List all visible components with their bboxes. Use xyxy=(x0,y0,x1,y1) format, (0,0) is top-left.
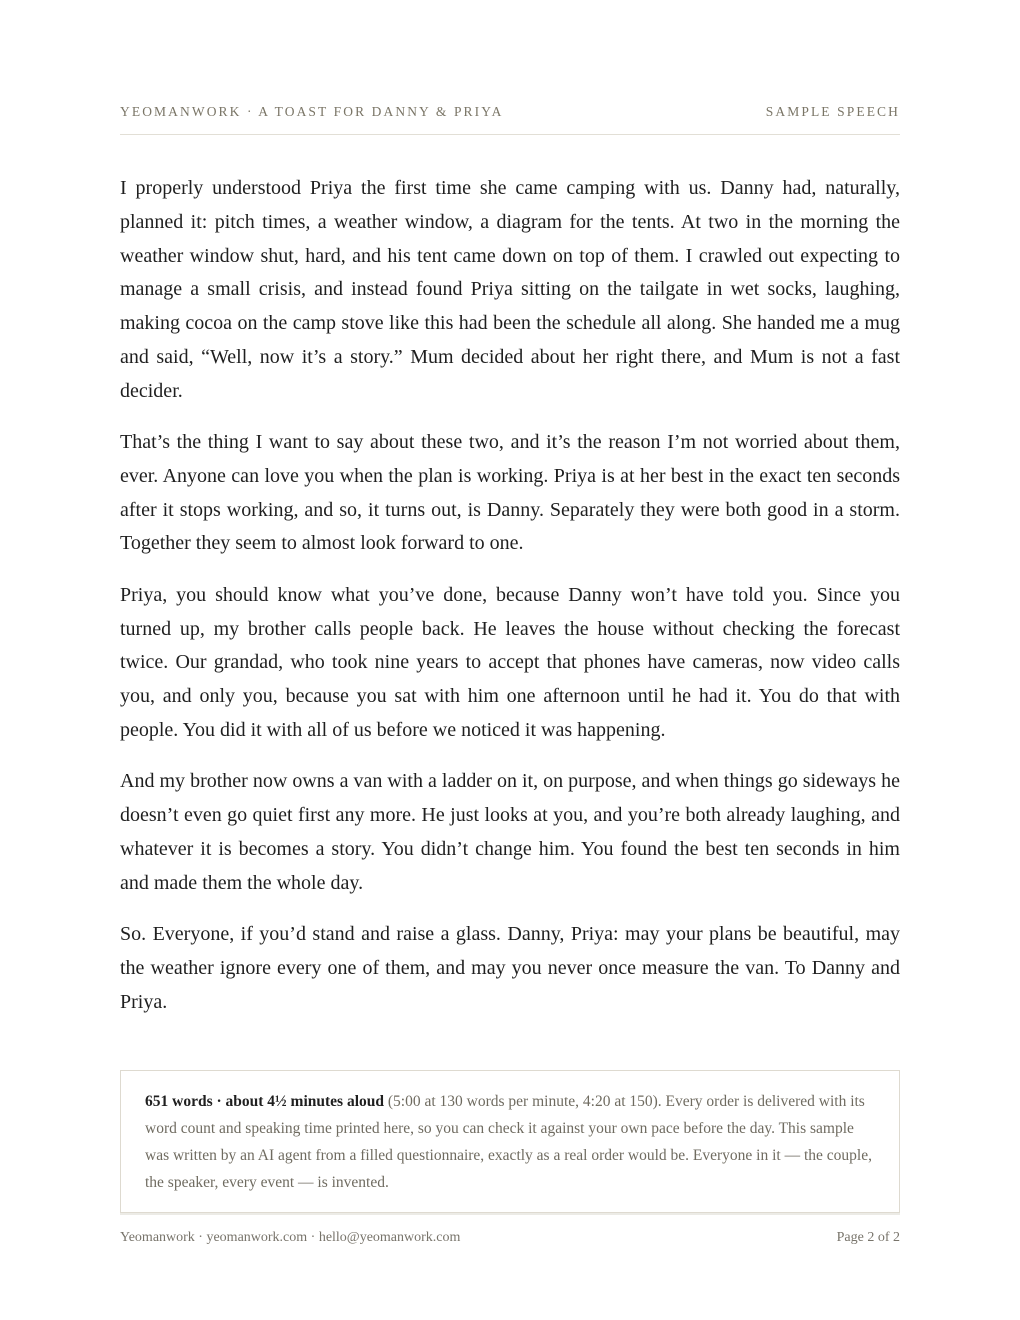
page-footer xyxy=(120,1230,900,1246)
header-divider xyxy=(120,134,900,135)
header-title: YEOMANWORK · A TOAST FOR DANNY & PRIYA xyxy=(120,104,504,119)
note-detail: (5:00 at 130 words per minute, 4:20 at 150). Every order is delivered with its word count and speaking time printed here, so you can check it against your own pace before the day. This sample was written by an AI agent from a filled questionnaire, exactly as a real order would be. Everyone in it — the couple, the speaker, every event — is invented. xyxy=(145,1093,872,1191)
document-page xyxy=(120,0,900,1320)
page-header xyxy=(120,104,900,120)
word-count-summary: 651 words · about 4½ minutes aloud xyxy=(145,1093,385,1110)
word-count-note xyxy=(120,1070,900,1213)
page-number: Page 2 of 2 xyxy=(836,1230,900,1245)
speech-paragraph: So. Everyone, if you’d stand and raise a glass. Danny, Priya: may your plans be beautiful, may the weather ignore every one of them, and may you never once measure the van. To Danny and Priya. xyxy=(120,922,900,1013)
speech-paragraph: And my brother now owns a van with a ladder on it, on purpose, and when things go sideways he doesn’t even go quiet first any more. He just looks at you, and you’re both already laughing, and whatever it is becomes a story. You didn’t change him. You found the best ten seconds in him and made them the whole day. xyxy=(120,770,900,894)
speech-body xyxy=(120,172,900,1037)
note-text xyxy=(145,1088,875,1196)
speech-paragraph: Priya, you should know what you’ve done, because Danny won’t have told you. Since you turned up, my brother calls people back. He leaves the house without checking the forecast twice. Our grandad, who took nine years to accept that phones have cameras, now video calls you, and only you, because you sat with him one afternoon until he had it. You do that with people. You did it with all of us before we noticed it was happening. xyxy=(120,583,900,741)
speech-paragraph: I properly understood Priya the first time she came camping with us. Danny had, naturally, planned it: pitch times, a weather window, a diagram for the tents. At two in the morning the weather window shut, hard, and his tent came down on top of them. I crawled out expecting to manage a small crisis, and instead found Priya sitting on the tailgate in wet socks, laughing, making cocoa on the camp stove like this had been the schedule all along. She handed me a mug and said, “Well, now it’s a story.” Mum decided about her right there, and Mum is not a fast decider. xyxy=(120,177,900,402)
footer-contact: Yeomanwork · yeomanwork.com · hello@yeomanwork.com xyxy=(120,1230,461,1245)
header-label: SAMPLE SPEECH xyxy=(765,104,900,119)
speech-paragraph: That’s the thing I want to say about these two, and it’s the reason I’m not worried about them, ever. Anyone can love you when the plan is working. Priya is at her best in the exact ten seconds after it stops working, and so, it turns out, is Danny. Separately they were both good in a storm. Together they seem to almost look forward to one. xyxy=(120,431,900,555)
